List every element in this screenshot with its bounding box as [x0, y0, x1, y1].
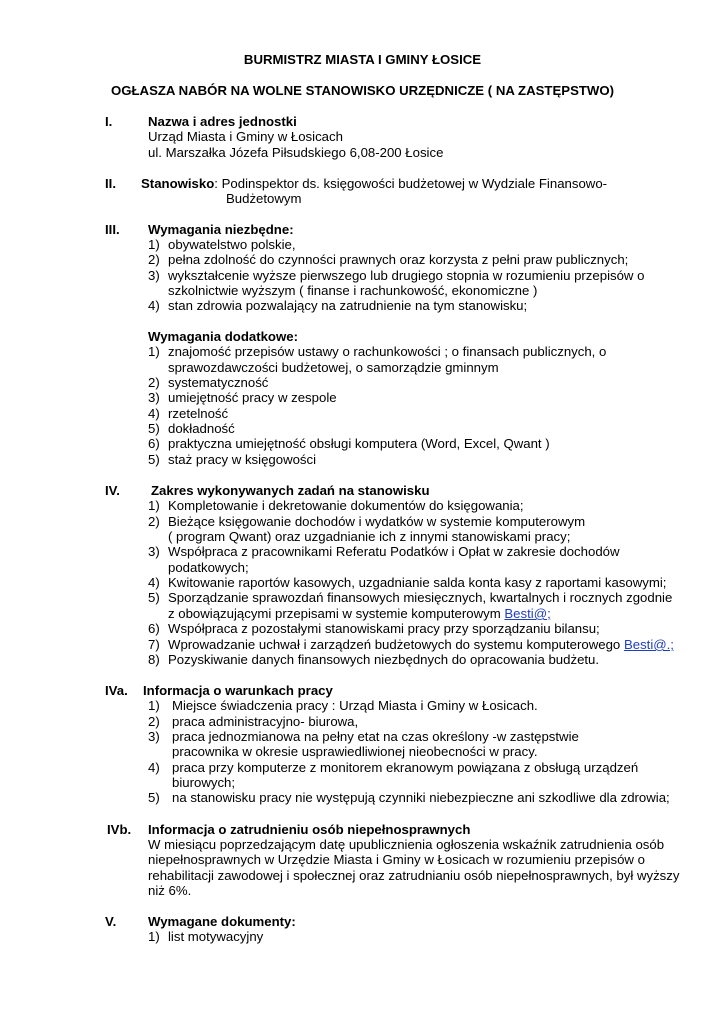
list-item: sprawozdawczości budżetowej, o samorządzie gminnym [168, 360, 499, 375]
address-line: Urząd Miasta i Gminy w Łosicach [148, 129, 343, 144]
list-item: praca przy komputerze z monitorem ekranowym powiązana z obsługą urządzeń [172, 760, 639, 775]
list-num: 4) [148, 575, 160, 590]
list-num: 6) [148, 436, 160, 451]
section-heading: Wymagania niezbędne: [148, 222, 294, 237]
list-item-text: Wprowadzanie uchwał i zarządzeń budżetowych do systemu komputerowego [168, 637, 624, 652]
list-item: wykształcenie wyższe pierwszego lub drugiego stopnia w rozumieniu przepisów o [168, 268, 645, 283]
list-num: 2) [148, 375, 160, 390]
list-item: Bieżące księgowanie dochodów i wydatków w systemie komputerowym [168, 514, 586, 529]
list-item: Współpraca z pozostałymi stanowiskami pracy przy sporządzaniu bilansu; [168, 621, 600, 636]
section-heading: Nazwa i adres jednostki [148, 114, 297, 129]
paragraph-line: W miesiącu poprzedzającym datę upublicznienia ogłoszenia wskaźnik zatrudnienia osób [148, 837, 665, 852]
list-num: 7) [148, 637, 160, 652]
list-num: 1) [148, 929, 160, 944]
section-heading: Informacja o zatrudnieniu osób niepełnosprawnych [148, 822, 471, 837]
list-item: praca jednozmianowa na pełny etat na czas określony -w zastępstwie [172, 729, 579, 744]
document-title: BURMISTRZ MIASTA I GMINY ŁOSICE [243, 52, 482, 67]
list-item: biurowych; [172, 775, 236, 790]
list-item: systematyczność [168, 375, 269, 390]
list-num: 2) [148, 514, 160, 529]
paragraph-line: niż 6%. [148, 883, 192, 898]
position-text: : Podinspektor ds. księgowości budżetowej w Wydziale Finansowo- [214, 176, 608, 191]
list-item: podatkowych; [168, 560, 249, 575]
list-item: pracownika w okresie usprawiedliwionej nieobecności w pracy. [172, 744, 538, 759]
section-number: V. [105, 914, 117, 929]
besti-link[interactable]: Besti@; [504, 606, 551, 621]
list-item: Kwitowanie raportów kasowych, uzgadnianie salda konta kasy z raportami kasowymi; [168, 575, 667, 590]
document-subtitle: OGŁASZA NABÓR NA WOLNE STANOWISKO URZĘDNICZE ( NA ZASTĘPSTWO) [110, 83, 615, 98]
list-item: Miejsce świadczenia pracy : Urząd Miasta i Gminy w Łosicach. [172, 698, 538, 713]
list-item [168, 637, 674, 653]
section-number: I. [105, 114, 113, 129]
list-item: na stanowisku pracy nie występują czynniki niebezpieczne ani szkodliwe dla zdrowia; [172, 790, 670, 805]
position-label: Stanowisko [141, 176, 215, 191]
list-num: 3) [148, 729, 160, 744]
list-item: ( program Qwant) oraz uzgadnianie ich z innymi stanowiskami pracy; [168, 529, 571, 544]
list-item: dokładność [168, 421, 235, 436]
list-item: praktyczna umiejętność obsługi komputera (Word, Excel, Qwant ) [168, 436, 550, 451]
list-item: obywatelstwo polskie, [168, 237, 296, 252]
paragraph-line: niepełnosprawnych w Urzędzie Miasta i Gminy w Łosicach w rozumieniu przepisów o [148, 852, 645, 867]
list-num: 1) [148, 498, 160, 513]
paragraph-line: rehabilitacji zawodowej i społecznej oraz zatrudnianiu osób niepełnosprawnych, był wyższy [148, 868, 680, 883]
list-num: 1) [148, 237, 160, 252]
list-item: praca administracyjno- biurowa, [172, 714, 359, 729]
section-subheading: Wymagania dodatkowe: [148, 329, 298, 344]
list-num: 5) [148, 421, 160, 436]
list-item: stan zdrowia pozwalający na zatrudnienie na tym stanowisku; [168, 298, 528, 313]
list-item: umiejętność pracy w zespole [168, 390, 337, 405]
besti-link[interactable]: Besti@.; [623, 637, 674, 652]
list-item-text: z obowiązującymi przepisami w systemie komputerowym [168, 606, 505, 621]
section-number: IV. [105, 483, 120, 498]
list-num: 6) [148, 621, 160, 636]
list-num: 5) [148, 452, 160, 467]
list-num: 4) [148, 760, 160, 775]
list-item [168, 606, 551, 622]
list-num: 3) [148, 390, 160, 405]
list-num: 1) [148, 344, 160, 359]
list-num: 5) [148, 590, 160, 605]
section-heading: Wymagane dokumenty: [148, 914, 296, 929]
section-number: IVa. [105, 683, 128, 698]
list-item: Kompletowanie i dekretowanie dokumentów do księgowania; [168, 498, 524, 513]
list-num: 3) [148, 544, 160, 559]
list-num: 3) [148, 268, 160, 283]
list-item: znajomość przepisów ustawy o rachunkowości ; o finansach publicznych, o [168, 344, 607, 359]
list-item: szkolnictwie wyższym ( finanse i rachunkowość, ekonomiczne ) [168, 283, 538, 298]
list-num: 5) [148, 790, 160, 805]
section-number: II. [105, 176, 116, 191]
list-item: Pozyskiwanie danych finansowych niezbędnych do opracowania budżetu. [168, 652, 600, 667]
list-item: rzetelność [168, 406, 229, 421]
section-number: III. [105, 222, 120, 237]
section-number: IVb. [107, 822, 132, 837]
list-item: staż pracy w księgowości [168, 452, 317, 467]
list-item: Współpraca z pracownikami Referatu Podatków i Opłat w zakresie dochodów [168, 544, 620, 559]
list-item: Sporządzanie sprawozdań finansowych miesięcznych, kwartalnych i rocznych zgodnie [168, 590, 673, 605]
list-num: 8) [148, 652, 160, 667]
list-num: 4) [148, 406, 160, 421]
list-item: list motywacyjny [168, 929, 264, 944]
position-text-cont: Budżetowym [226, 191, 302, 206]
list-num: 2) [148, 714, 160, 729]
list-item: pełna zdolność do czynności prawnych oraz korzysta z pełni praw publicznych; [168, 252, 629, 267]
list-num: 4) [148, 298, 160, 313]
list-num: 1) [148, 698, 160, 713]
address-line: ul. Marszałka Józefa Piłsudskiego 6,08-200 Łosice [148, 145, 444, 160]
position-line [141, 176, 607, 192]
section-heading: Informacja o warunkach pracy [143, 683, 333, 698]
section-heading: Zakres wykonywanych zadań na stanowisku [151, 483, 430, 498]
list-num: 2) [148, 252, 160, 267]
